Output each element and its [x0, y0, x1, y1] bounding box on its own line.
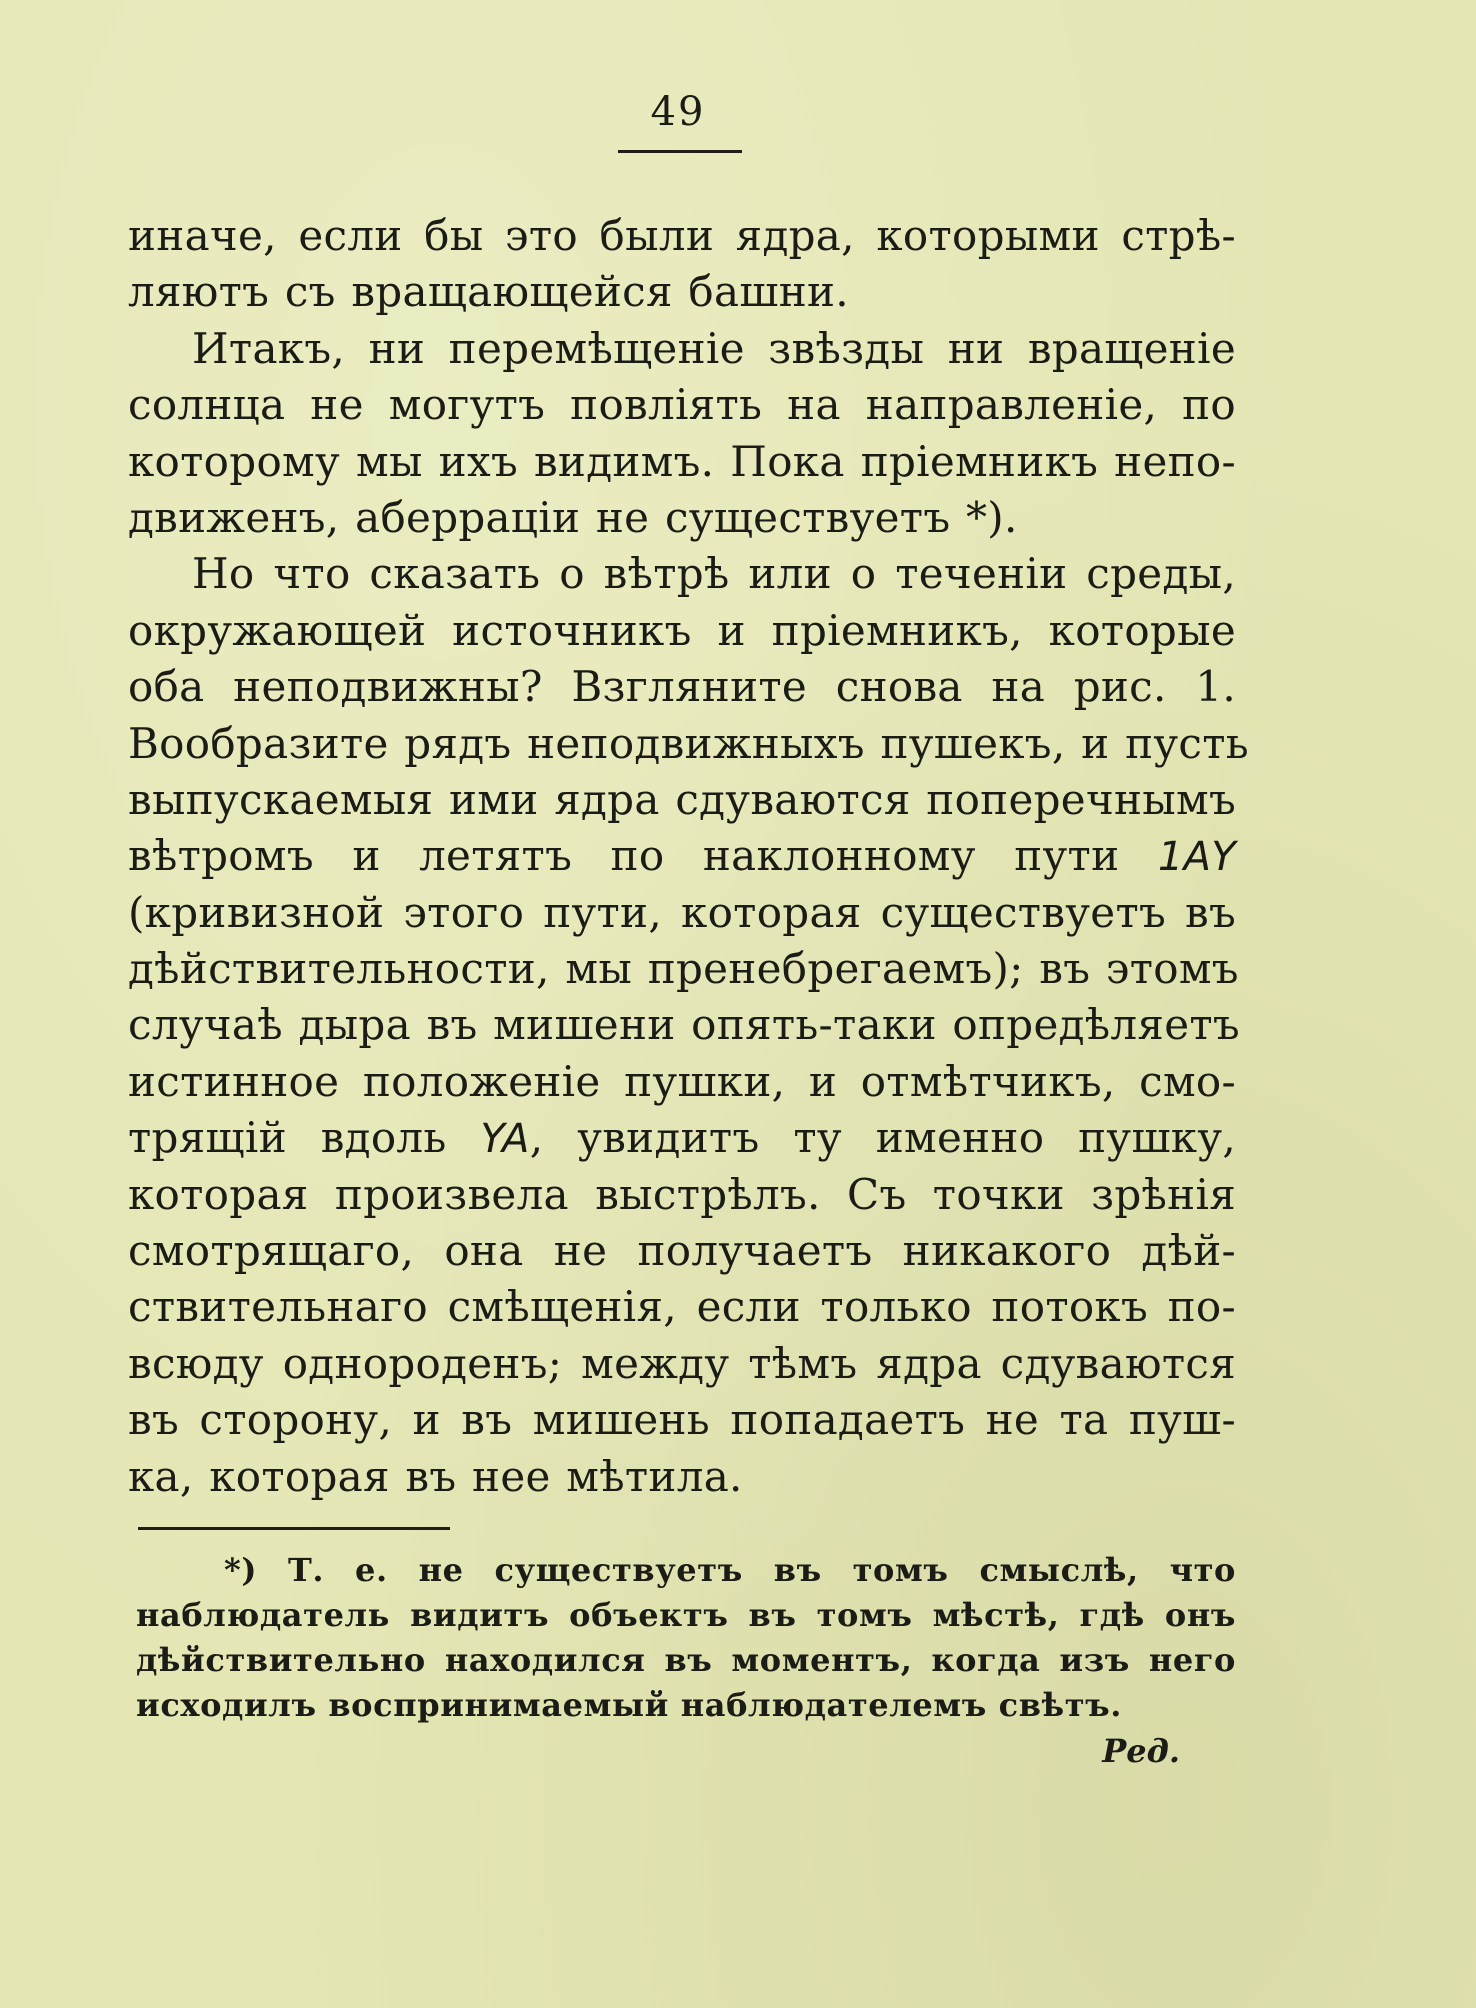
main-text	[128, 208, 1249, 1505]
text-line: истинное положеніе пушки, и отмѣтчикъ, смо-	[128, 1056, 1236, 1106]
text-line: выпускаемыя ими ядра сдуваются поперечнымъ	[128, 774, 1237, 824]
text-line: Итакъ, ни перемѣщеніе звѣзды ни вращеніе	[192, 323, 1236, 373]
text-line: смотрящаго, она не получаетъ никакого дѣй-	[128, 1226, 1236, 1276]
text-line: всюду однороденъ; между тѣмъ ядра сдуваются	[128, 1338, 1236, 1388]
footnote-line: *) Т. е. не существуетъ въ томъ смыслѣ, что	[224, 1551, 1236, 1589]
page-number-rule	[618, 150, 742, 153]
text-line: въ сторону, и въ мишень попадаетъ не та пуш-	[128, 1395, 1236, 1445]
italic-path-label: 1AY	[1157, 834, 1236, 881]
text-line: движенъ, аберраціи не существуетъ *).	[128, 492, 1018, 542]
footnote-line: исходилъ воспринимаемый наблюдателемъ свѣтъ.	[136, 1686, 1123, 1724]
text-line: ка, которая въ нее мѣтила.	[128, 1451, 743, 1501]
text-line: ствительнаго смѣщенія, если только потокъ по-	[128, 1282, 1236, 1332]
footnote-rule	[138, 1527, 450, 1530]
text-line: солнца не могутъ повліять на направленіе, по	[128, 380, 1236, 430]
text-line	[128, 1110, 1236, 1166]
page-number: 49	[650, 89, 706, 135]
text-segment: трящій вдоль	[128, 1113, 481, 1163]
text-line: ляютъ съ вращающейся башни.	[128, 267, 849, 317]
text-line: оба неподвижны? Взгляните снова на рис. 1.	[128, 662, 1236, 712]
editor-note: Ред.	[1102, 1732, 1180, 1770]
footnote	[136, 1548, 1236, 1728]
text-line: дѣйствительности, мы пренебрегаемъ); въ этомъ	[128, 944, 1239, 994]
footnote-line: наблюдатель видитъ объектъ въ томъ мѣстѣ, гдѣ онъ	[136, 1596, 1236, 1634]
text-line	[128, 828, 1236, 884]
text-line: которому мы ихъ видимъ. Пока пріемникъ непо-	[128, 436, 1236, 486]
text-line: (кривизной этого пути, которая существуетъ въ	[128, 887, 1236, 937]
text-line: Вообразите рядъ неподвижныхъ пушекъ, и пусть	[128, 718, 1249, 768]
text-line: Но что сказать о вѣтрѣ или о теченіи среды,	[192, 549, 1236, 599]
text-segment: , увидитъ ту именно пушку,	[529, 1113, 1237, 1163]
footnote-line: дѣйствительно находился въ моментъ, когда изъ него	[136, 1641, 1236, 1679]
text-line: иначе, если бы это были ядра, которыми стрѣ-	[128, 211, 1236, 260]
text-segment: вѣтромъ и летятъ по наклонному пути	[128, 831, 1158, 881]
italic-path-label: YA	[480, 1116, 530, 1163]
text-line: которая произвела выстрѣлъ. Съ точки зрѣнія	[128, 1169, 1236, 1219]
text-line: окружающей источникъ и пріемникъ, которые	[128, 605, 1236, 655]
text-line: случаѣ дыра въ мишени опять-таки опредѣляетъ	[128, 1000, 1240, 1050]
